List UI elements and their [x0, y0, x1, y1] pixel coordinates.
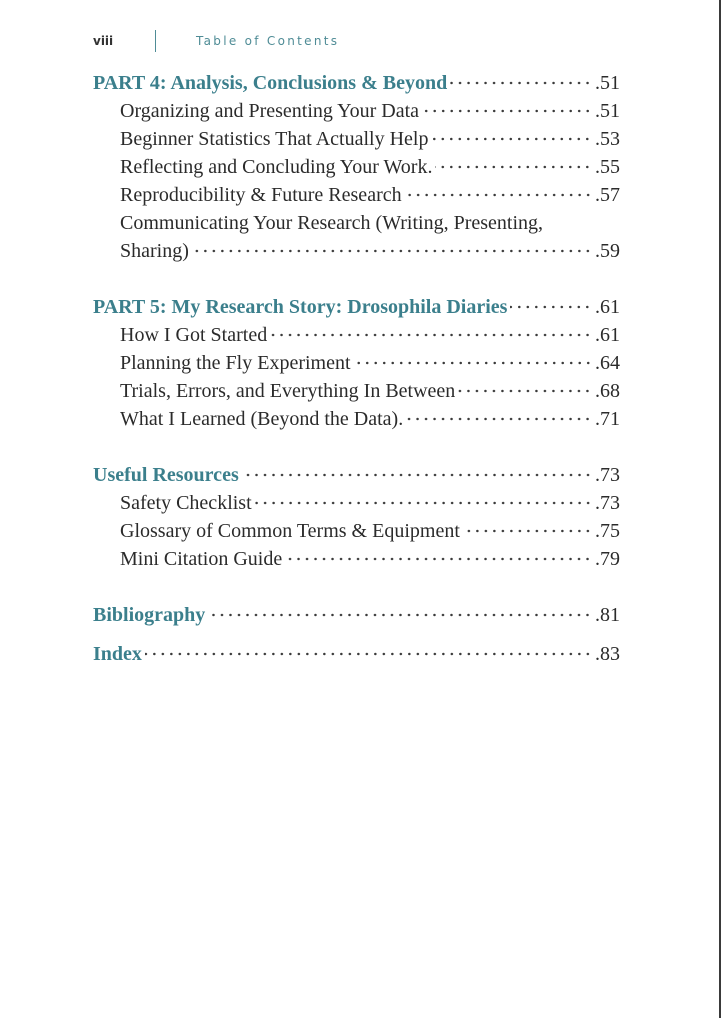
dot-leader — [435, 161, 592, 173]
toc-entry-label: Organizing and Presenting Your Data — [120, 100, 420, 122]
toc-page-number: .73 — [595, 464, 620, 486]
toc-entry-label: Reproducibility & Future Research — [120, 184, 402, 206]
toc-page-number: .61 — [595, 324, 620, 346]
dot-leader — [255, 497, 592, 509]
page-folio: viii — [93, 34, 114, 48]
toc-entry-label: Beginner Statistics That Actually Help — [120, 128, 429, 150]
toc-entry-communicating[interactable] — [93, 209, 620, 265]
toc-index[interactable] — [93, 640, 620, 668]
toc-useful-resources[interactable] — [93, 461, 620, 489]
toc-entry[interactable] — [93, 125, 620, 153]
dot-leader — [208, 609, 592, 621]
toc-entry-label: Mini Citation Guide — [120, 548, 283, 570]
toc-entry[interactable] — [93, 517, 620, 545]
toc-entry[interactable] — [93, 181, 620, 209]
toc-entry-line2 — [93, 237, 620, 265]
toc-entry[interactable] — [93, 489, 620, 517]
toc-entry-label: Trials, Errors, and Everything In Between — [120, 380, 456, 402]
header-divider — [155, 30, 156, 52]
dot-leader — [458, 385, 592, 397]
dot-leader — [354, 357, 592, 369]
dot-leader — [450, 77, 592, 89]
toc-page-number: .68 — [595, 380, 620, 402]
running-head — [93, 30, 339, 52]
toc-entry[interactable] — [93, 349, 620, 377]
toc-page-number: .64 — [595, 352, 620, 374]
toc-page-number: .57 — [595, 184, 620, 206]
dot-leader — [463, 525, 592, 537]
dot-leader — [431, 133, 592, 145]
toc-entry-label: How I Got Started — [120, 324, 268, 346]
toc-page-number: .81 — [595, 604, 620, 626]
toc-page-number: .61 — [595, 296, 620, 318]
toc-part-label: Index — [93, 643, 142, 665]
toc-entry-label: Planning the Fly Experiment — [120, 352, 351, 374]
dot-leader — [422, 105, 592, 117]
toc-part-label: Useful Resources — [93, 464, 239, 486]
toc-part-label: Bibliography — [93, 604, 206, 626]
running-head-title: Table of Contents — [196, 34, 340, 48]
dot-leader — [270, 329, 592, 341]
toc-entry[interactable] — [93, 153, 620, 181]
section-spacer — [93, 433, 620, 461]
dot-leader — [242, 469, 592, 481]
dot-leader — [145, 648, 592, 660]
toc-part-label: PART 5: My Research Story: Drosophila Diaries — [93, 296, 508, 318]
toc-bibliography[interactable] — [93, 601, 620, 629]
section-spacer — [93, 629, 620, 640]
toc-page-number: .73 — [595, 492, 620, 514]
dot-leader — [285, 553, 592, 565]
toc-page-number: .83 — [595, 643, 620, 665]
toc-entry-label: Glossary of Common Terms & Equipment — [120, 520, 460, 542]
dot-leader — [406, 413, 592, 425]
dot-leader — [192, 245, 592, 257]
toc-entry[interactable] — [93, 377, 620, 405]
toc-part-label: PART 4: Analysis, Conclusions & Beyond — [93, 72, 448, 94]
toc-page-number: .75 — [595, 520, 620, 542]
toc-page-number: .71 — [595, 408, 620, 430]
toc-entry-label-line2: Sharing) — [120, 240, 189, 262]
dot-leader — [510, 301, 592, 313]
toc-page-number: .79 — [595, 548, 620, 570]
dot-leader — [405, 189, 592, 201]
section-spacer — [93, 573, 620, 601]
toc-page-number: .51 — [595, 72, 620, 94]
toc-part-4[interactable] — [93, 69, 620, 97]
toc-page-number: .59 — [595, 240, 620, 262]
table-of-contents — [93, 69, 620, 668]
toc-page-number: .51 — [595, 100, 620, 122]
toc-entry-label-line1: Communicating Your Research (Writing, Presenting, — [120, 212, 544, 234]
toc-entry[interactable] — [93, 545, 620, 573]
toc-entry-label: Reflecting and Concluding Your Work. — [120, 156, 433, 178]
toc-entry[interactable] — [93, 405, 620, 433]
toc-entry[interactable] — [93, 321, 620, 349]
toc-entry[interactable] — [93, 97, 620, 125]
toc-entry-label: What I Learned (Beyond the Data). — [120, 408, 404, 430]
toc-page-number: .55 — [595, 156, 620, 178]
toc-page-number: .53 — [595, 128, 620, 150]
toc-entry-label: Safety Checklist — [120, 492, 252, 514]
toc-part-5[interactable] — [93, 293, 620, 321]
section-spacer — [93, 265, 620, 293]
